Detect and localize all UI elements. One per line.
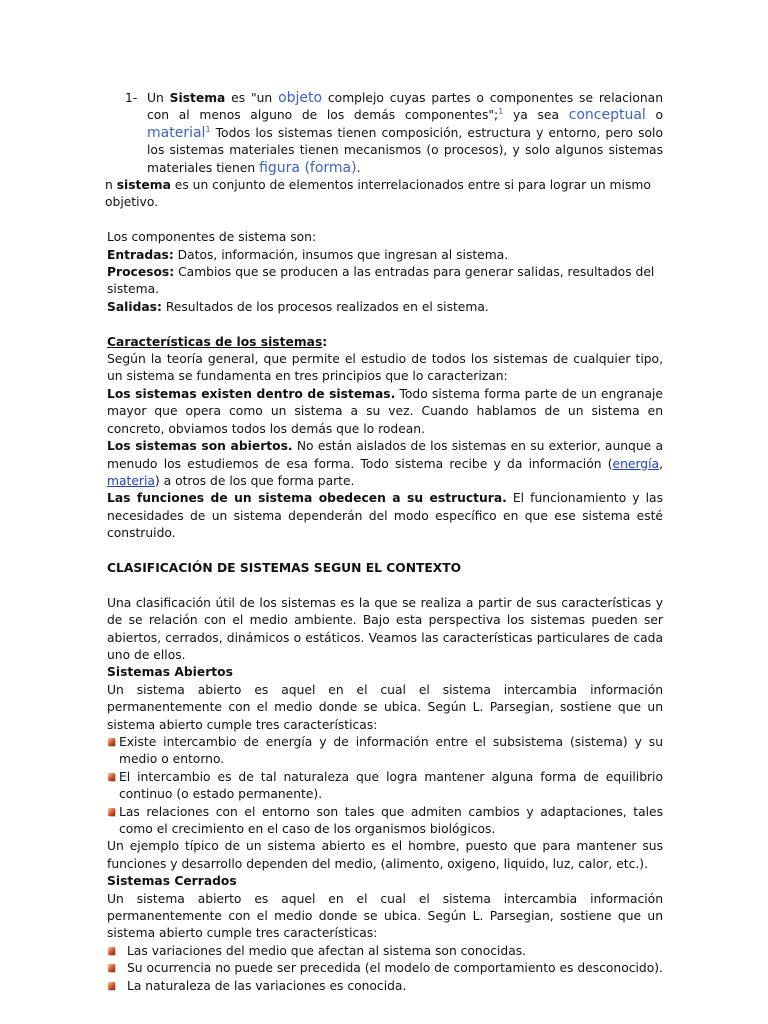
entradas-text: Datos, información, insumos que ingresan al sistema. bbox=[173, 247, 509, 262]
text-run: n bbox=[105, 178, 117, 193]
link-objeto[interactable]: objeto bbox=[278, 90, 323, 106]
text-run: Todos los sistemas tienen composición, estructura y entorno, pero solo los sistemas materiales tienen mecanismos (o procesos), y solo algunos sistemas materiales tienen bbox=[147, 125, 663, 175]
salidas-label: Salidas: bbox=[107, 299, 162, 314]
item-number: 1- bbox=[125, 91, 138, 105]
principle-1 bbox=[107, 386, 663, 438]
blank-line bbox=[107, 577, 663, 594]
abiertos-intro: Un sistema abierto es aquel en el cual el sistema intercambia información permanentemente con el medio donde se ubica. Según L. Parsegian, sostiene que un sistema abierto cumple tres características: bbox=[107, 682, 663, 732]
list-item bbox=[107, 978, 663, 995]
link-material[interactable]: material bbox=[147, 124, 206, 141]
entradas-label: Entradas: bbox=[107, 247, 174, 262]
bullet-icon bbox=[107, 943, 127, 960]
link-conceptual[interactable]: conceptual bbox=[568, 107, 646, 124]
procesos-text: Cambios que se producen a las entradas para generar salidas, resultados del sistema. bbox=[107, 265, 655, 297]
footnote-ref[interactable]: 1 bbox=[205, 124, 211, 134]
text-run: complejo cuyas partes o componentes se relacionan con al menos alguno de los demás componentes"; bbox=[147, 91, 663, 123]
salidas-line bbox=[107, 299, 663, 316]
item-text bbox=[147, 90, 663, 177]
heading-colon: : bbox=[322, 334, 328, 349]
footnote-ref[interactable]: 1 bbox=[498, 107, 504, 117]
principle-3 bbox=[107, 490, 663, 542]
caracteristicas-heading bbox=[107, 334, 663, 351]
bullet-icon bbox=[107, 734, 119, 769]
principle-title: Los sistemas son abiertos. bbox=[107, 439, 293, 454]
numbered-item-1 bbox=[125, 90, 663, 177]
list-item-text: Las relaciones con el entorno son tales que admiten cambios y adaptaciones, tales como el crecimiento en el caso de los organismos biológicos. bbox=[119, 804, 663, 836]
bullet-icon bbox=[107, 978, 127, 995]
text-run: ya sea bbox=[503, 108, 569, 123]
clasificacion-intro: Una clasificación útil de los sistemas es la que se realiza a partir de sus características y de se relación con el medio ambiente. Bajo esta perspectiva los sistemas pueden ser abiertos, cerrados, dinámicos o estáticos. Veamos las características particulares de cada uno de ellos. bbox=[107, 595, 663, 662]
list-item bbox=[107, 960, 663, 977]
list-item bbox=[107, 734, 663, 769]
bullet-icon bbox=[107, 804, 119, 839]
link-energia[interactable]: energía bbox=[612, 456, 660, 471]
text-run: . bbox=[356, 160, 361, 175]
blank-line bbox=[107, 316, 663, 333]
entradas-line bbox=[107, 247, 663, 264]
bullet-icon bbox=[107, 960, 127, 977]
clasificacion-heading: CLASIFICACIÓN DE SISTEMAS SEGUN EL CONTEXTO bbox=[107, 560, 462, 575]
principle-title: Los sistemas existen dentro de sistemas. bbox=[107, 386, 396, 401]
list-item-text: Su ocurrencia no puede ser precedida (el modelo de comportamiento es desconocido). bbox=[127, 961, 663, 976]
ejemplo-paragraph: Un ejemplo típico de un sistema abierto es el hombre, puesto que para mantener sus funciones y desarrollo dependen del medio, (alimento, oxigeno, liquido, luz, calor, etc.). bbox=[107, 839, 663, 871]
cerrados-intro: Un sistema abierto es aquel en el cual el sistema intercambia información permanentemente con el medio donde se ubica. Según L. Parsegian, sostiene que un sistema abierto cumple tres características: bbox=[107, 891, 663, 941]
definition-paragraph bbox=[105, 177, 663, 212]
list-item bbox=[107, 804, 663, 839]
principle-text: No están aislados de los sistemas en su exterior, aunque a menudo los estudiemos de esa forma. Todo sistema recibe y da información ( bbox=[107, 439, 663, 471]
sistema-bold: Sistema bbox=[169, 91, 226, 105]
link-materia[interactable]: materia bbox=[107, 473, 155, 488]
list-item-text: Las variaciones del medio que afectan al sistema son conocidas. bbox=[127, 943, 527, 958]
text-run: es un conjunto de elementos interrelacionados entre si para lograr un mismo objetivo. bbox=[105, 178, 651, 210]
principle-text: El funcionamiento y las necesidades de un sistema dependerán del modo específico en que ese sistema esté construido. bbox=[107, 491, 663, 541]
list-item bbox=[107, 943, 663, 960]
text-run: ) a otros de los que forma parte. bbox=[154, 473, 355, 488]
list-item-text: El intercambio es de tal naturaleza que logra mantener alguna forma de equilibrio continuo (o estado permanente). bbox=[119, 769, 663, 802]
blank-line bbox=[107, 212, 663, 229]
bullet-icon bbox=[107, 769, 119, 804]
principle-title: Las funciones de un sistema obedecen a su estructura. bbox=[107, 491, 507, 506]
abiertos-title: Sistemas Abiertos bbox=[107, 665, 233, 680]
salidas-text: Resultados de los procesos realizados en el sistema. bbox=[161, 299, 489, 314]
components-intro: Los componentes de sistema son: bbox=[107, 230, 317, 245]
document-content bbox=[107, 90, 663, 995]
procesos-line bbox=[107, 264, 663, 299]
procesos-label: Procesos: bbox=[107, 265, 175, 280]
list-item-text: La naturaleza de las variaciones es conocida. bbox=[127, 978, 407, 993]
text-run: Un bbox=[147, 91, 170, 105]
list-item bbox=[107, 769, 663, 804]
principle-2 bbox=[107, 438, 663, 490]
text-run: o bbox=[645, 108, 664, 123]
cerrados-title: Sistemas Cerrados bbox=[107, 874, 237, 889]
link-figura[interactable]: figura (forma) bbox=[259, 159, 357, 176]
text-run: es "un bbox=[225, 91, 279, 105]
definition-term: sistema bbox=[116, 178, 171, 193]
list-item-text: Existe intercambio de energía y de información entre el subsistema (sistema) y su medio o entorno. bbox=[119, 734, 663, 767]
caracteristicas-intro: Según la teoría general, que permite el estudio de todos los sistemas de cualquier tipo, un sistema se fundamenta en tres principios que lo caracterizan: bbox=[107, 352, 663, 384]
blank-line bbox=[107, 543, 663, 560]
principle-text: Todo sistema forma parte de un engranaje mayor que opera como un sistema a su vez. Cuando hablamos de un sistema en concreto, obviamos todos los demás que lo rodean. bbox=[107, 386, 663, 436]
heading-text: Características de los sistemas bbox=[107, 334, 323, 349]
text-run: , bbox=[659, 456, 663, 471]
